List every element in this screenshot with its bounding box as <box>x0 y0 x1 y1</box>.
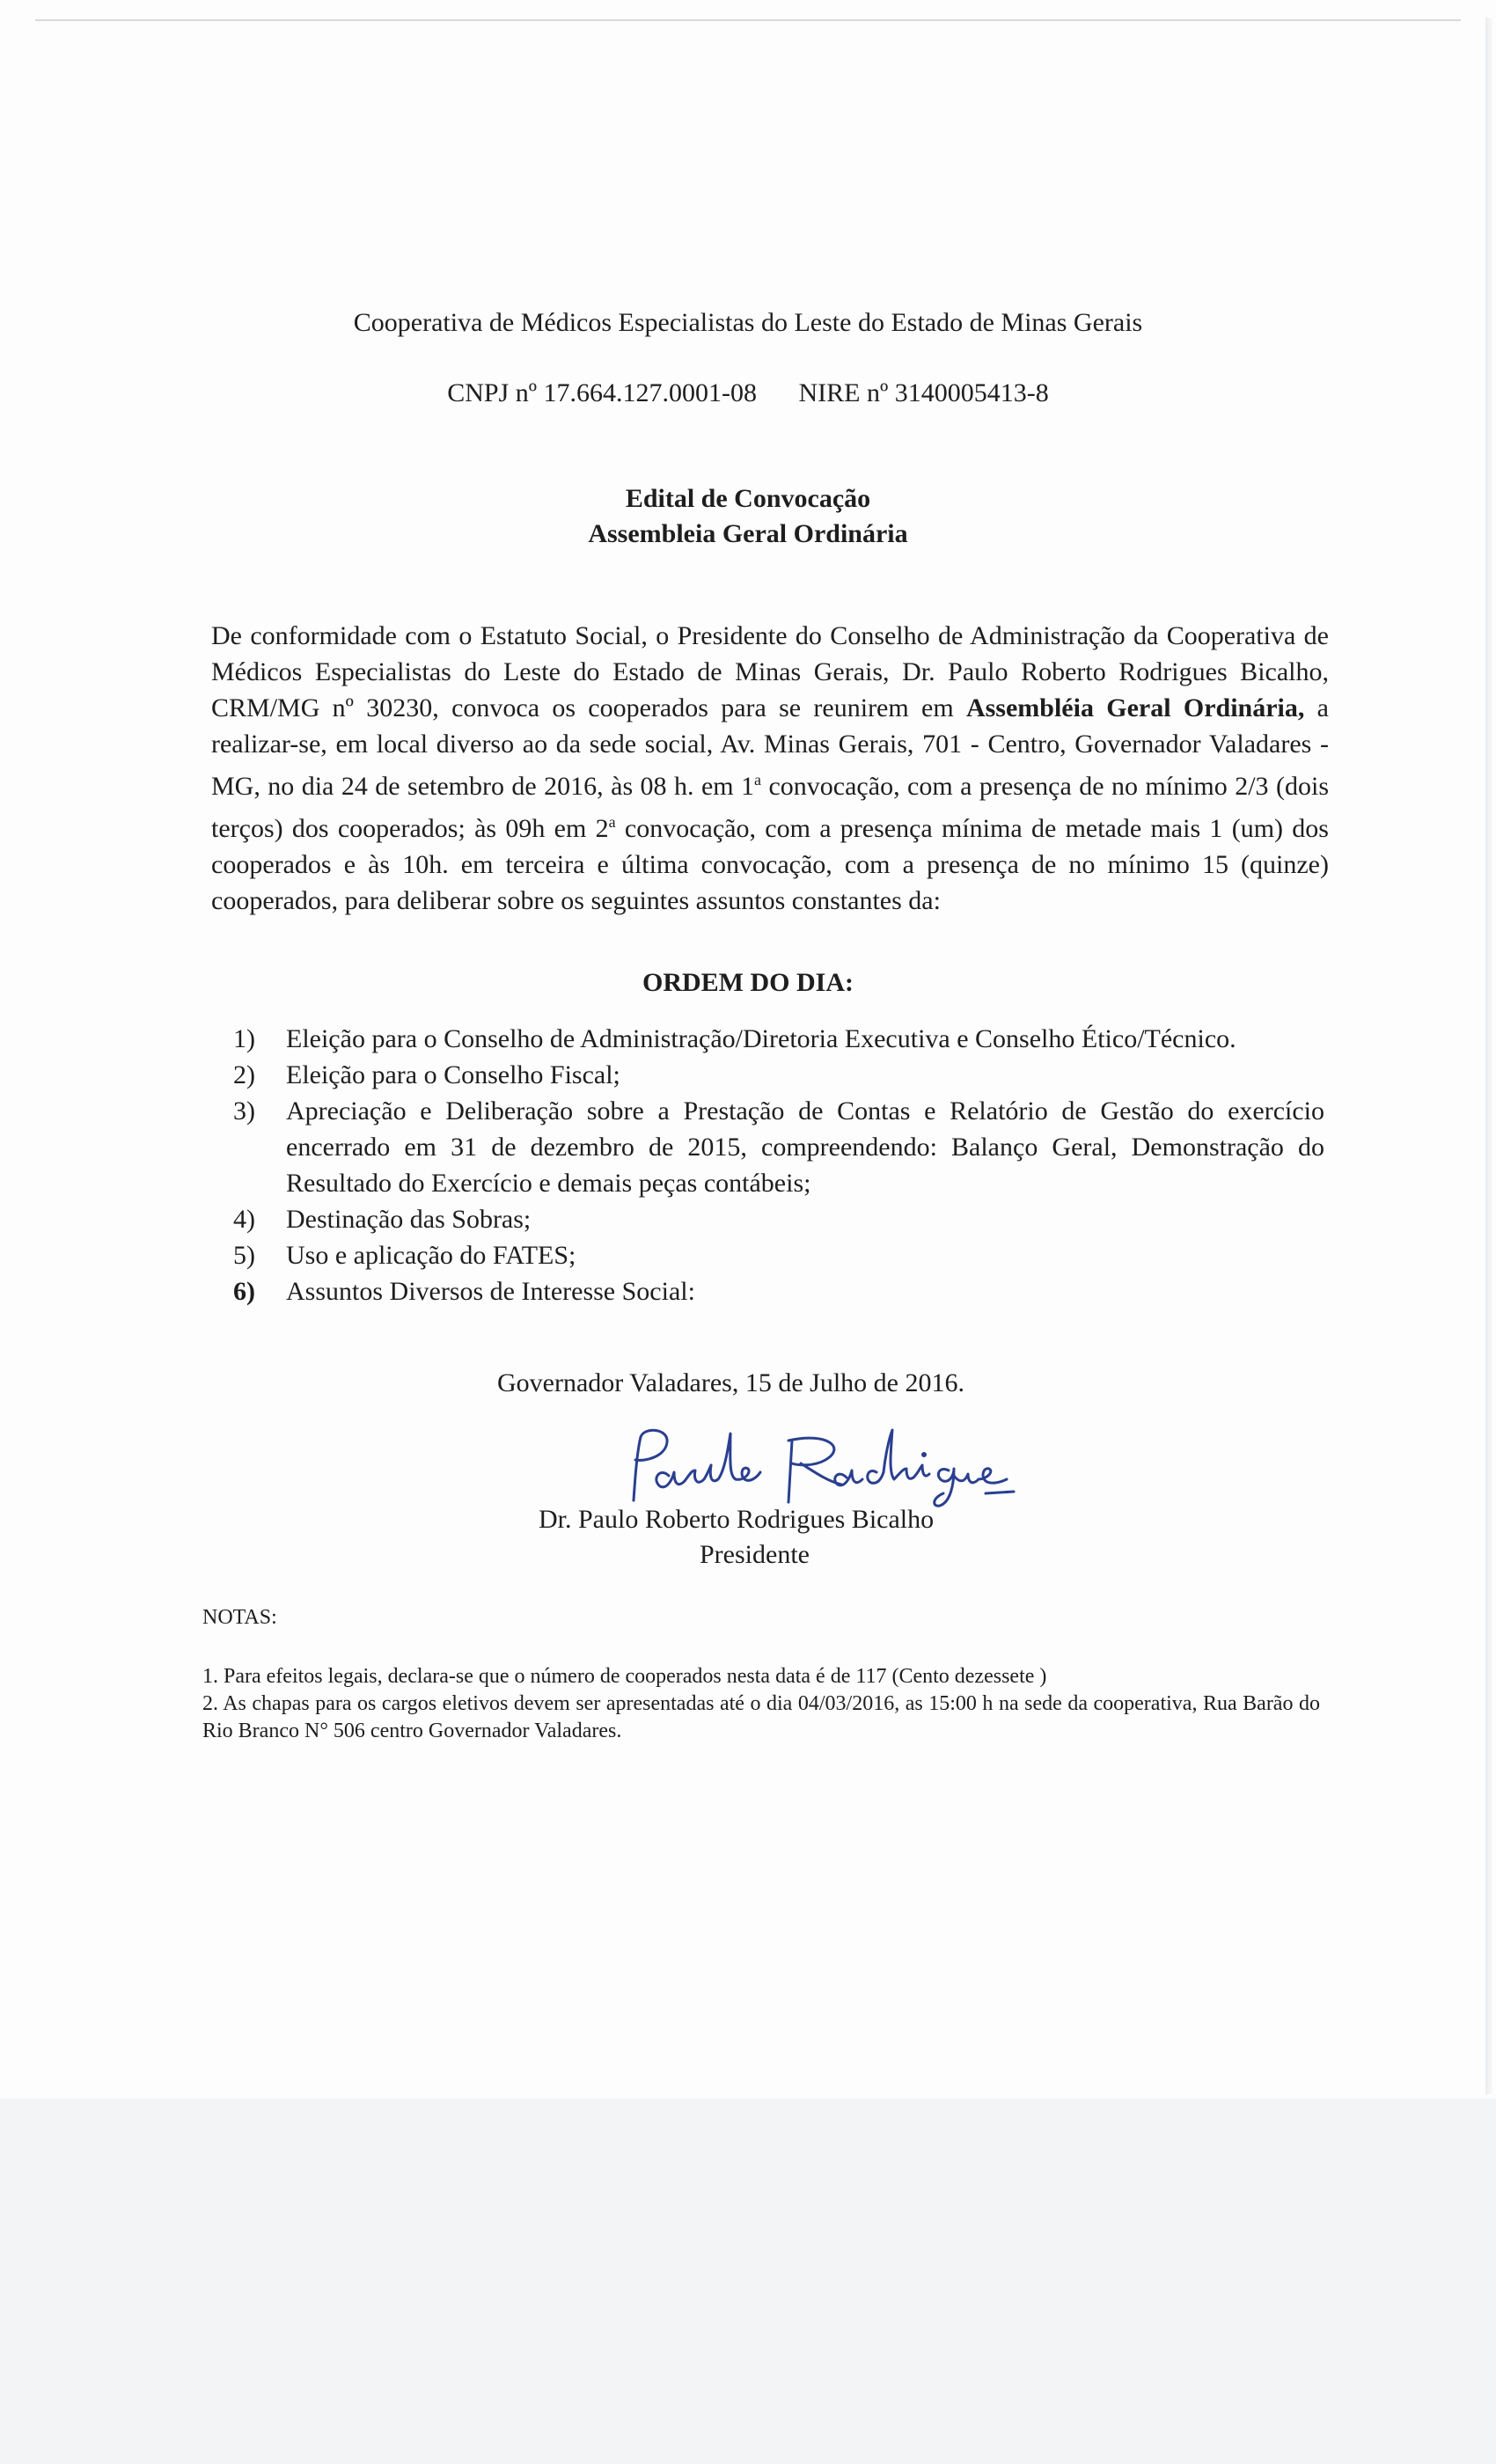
signer-role: Presidente <box>700 1540 810 1569</box>
scan-edge-line <box>35 19 1461 21</box>
agenda-item <box>233 1021 1324 1057</box>
handwritten-signature <box>616 1421 1030 1518</box>
agenda-item-text: Assuntos Diversos de Interesse Social: <box>286 1277 695 1306</box>
agenda-item <box>233 1057 1324 1093</box>
agenda-item-number: 1) <box>233 1024 255 1053</box>
intro-text-4: convocação, com a presença mínima de metade mais 1 (um) dos cooperados e às 10h. em terceira e última convocação, com a presença de no mínimo 15 (quinze) cooperados, para deliberar sobre os seguintes assuntos constantes da: <box>211 814 1329 915</box>
agenda-item-number: 6) <box>233 1277 255 1306</box>
place-date-line: Governador Valadares, 15 de Julho de 2016. <box>497 1368 964 1397</box>
intro-sup-2: a <box>608 813 616 831</box>
agenda-item <box>233 1273 1324 1309</box>
agenda-item-text: Uso e aplicação do FATES; <box>286 1241 576 1270</box>
agenda-title: ORDEM DO DIA: <box>642 968 854 997</box>
scan-background <box>0 2099 1496 2464</box>
agenda-item <box>233 1237 1324 1273</box>
agenda-item-text: Apreciação e Deliberação sobre a Prestação de Contas e Relatório de Gestão do exercício encerrado em 31 de dezembro de 2015, compreendendo: Balanço Geral, Demonstração do Resultado do Exercício e demais peças contábeis; <box>286 1096 1324 1198</box>
agenda-item-number: 4) <box>233 1205 255 1234</box>
intro-bold-assembly: Assembléia Geral Ordinária, <box>965 693 1305 722</box>
agenda-item-number: 3) <box>233 1096 255 1126</box>
note-item: 2. As chapas para os cargos eletivos devem ser apresentadas até o dia 04/03/2016, as 15:00 h na sede da cooperativa, Rua Barão do Rio Branco N° 506 centro Governador Valadares. <box>202 1692 1320 1742</box>
agenda-item-text: Eleição para o Conselho Fiscal; <box>286 1060 620 1089</box>
cnpj-number: CNPJ nº 17.664.127.0001-08 <box>447 378 758 407</box>
intro-sup-1: a <box>754 771 762 788</box>
intro-text-3: convocação, com a presença de no mínimo 2/3 (dois terços) dos cooperados; às 09h em 2 <box>211 772 1329 843</box>
agenda-item-number: 2) <box>233 1060 255 1089</box>
intro-text-2: a realizar-se, em local diverso ao da sede social, Av. Minas Gerais, 701 - Centro, Governador Valadares - MG, no dia 24 de setembro de 2016, às 08 h. em 1 <box>211 693 1329 801</box>
edict-title: Edital de Convocação <box>625 484 871 513</box>
nire-number: NIRE nº 3140005413-8 <box>798 378 1049 407</box>
agenda-item <box>233 1201 1324 1237</box>
agenda-item <box>233 1093 1324 1201</box>
intro-text-1: De conformidade com o Estatuto Social, o Presidente do Conselho de Administração da Cooperativa de Médicos Especialistas do Leste do Estado de Minas Gerais, Dr. Paulo Roberto Rodrigues Bicalho, CRM/MG nº 30230, convoca os cooperados para se reunirem em <box>211 621 1329 722</box>
signer-name: Dr. Paulo Roberto Rodrigues Bicalho <box>539 1505 935 1534</box>
convocation-paragraph <box>211 618 1329 919</box>
agenda-list <box>233 1021 1324 1309</box>
agenda-item-text: Destinação das Sobras; <box>286 1205 532 1234</box>
notes-list <box>202 1663 1320 1745</box>
organization-name: Cooperativa de Médicos Especialistas do Leste do Estado de Minas Gerais <box>353 308 1143 337</box>
agenda-item-number: 5) <box>233 1241 255 1270</box>
registration-ids <box>0 378 1496 408</box>
assembly-title: Assembleia Geral Ordinária <box>588 519 908 548</box>
note-item: 1. Para efeitos legais, declara-se que o número de cooperados nesta data é de 117 (Cento dezessete ) <box>202 1665 1047 1688</box>
agenda-item-text: Eleição para o Conselho de Administração/Diretoria Executiva e Conselho Ético/Técnico. <box>286 1024 1236 1053</box>
notes-label: NOTAS: <box>202 1606 277 1629</box>
